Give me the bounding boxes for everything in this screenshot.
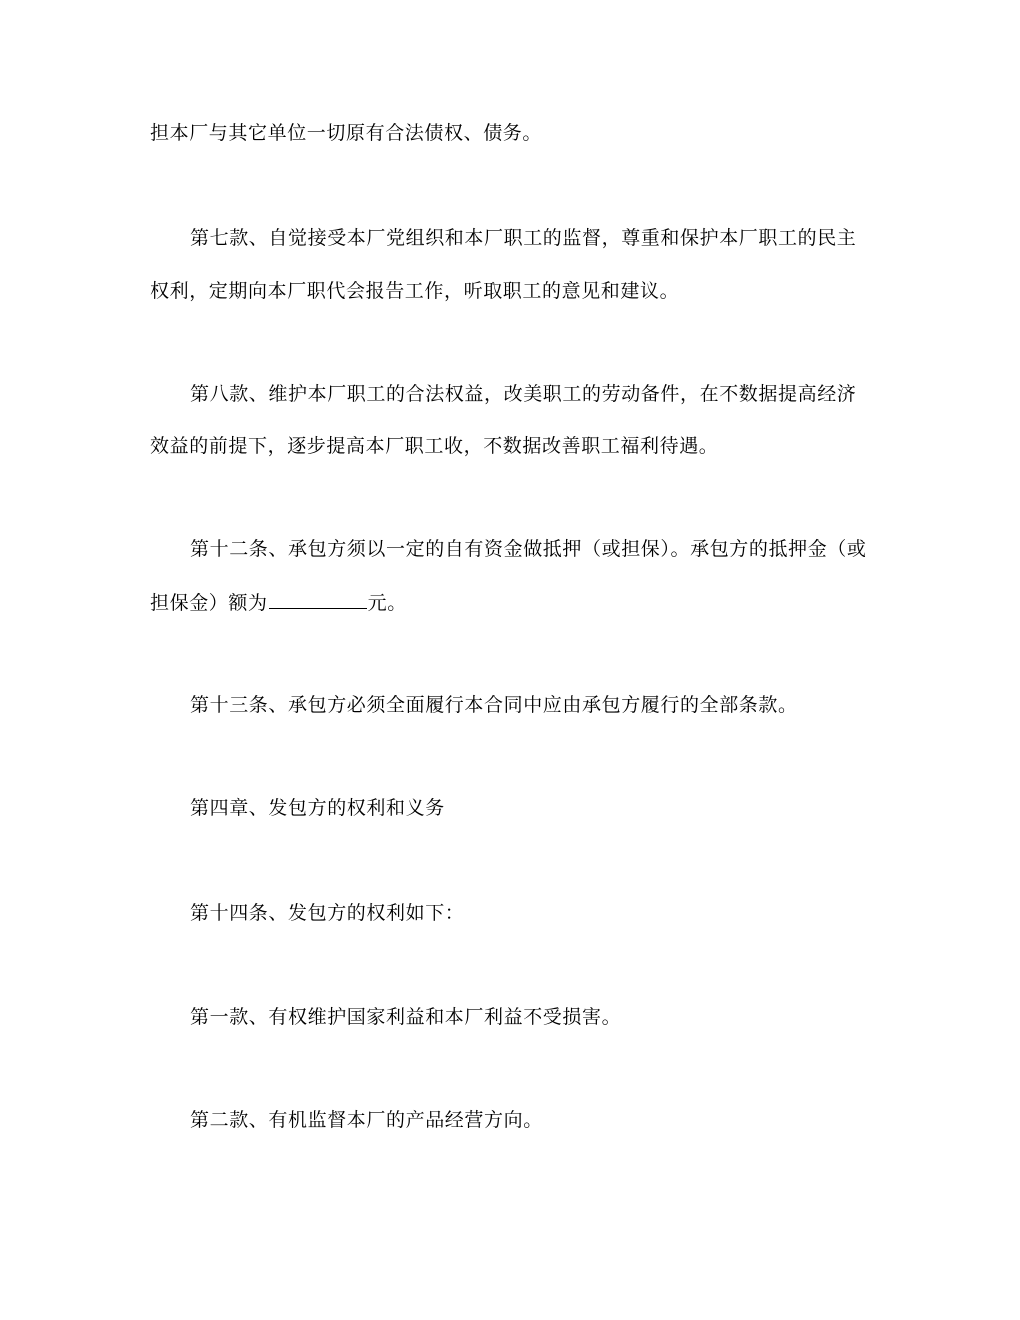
article-12-line-1: 第十二条、承包方须以一定的自有资金做抵押（或担保）。承包方的抵押金（或 [190,538,867,560]
article-12-line-2-suffix: 元。 [367,592,407,614]
amount-blank-field [269,590,367,609]
article-13-line: 第十三条、承包方必须全面履行本合同中应由承包方履行的全部条款。 [190,694,798,716]
chapter-4-heading: 第四章、发包方的权利和义务 [190,797,445,819]
clause-8-line-1: 第八款、维护本厂职工的合法权益，改美职工的劳动备件，在不数据提高经济 [190,383,857,405]
clause-2-line: 第二款、有机监督本厂的产品经营方向。 [190,1109,543,1131]
article-14-line: 第十四条、发包方的权利如下： [190,902,465,924]
article-12-line-2-text: 担保金）额为 [150,592,268,614]
clause-7-line-1: 第七款、自觉接受本厂党组织和本厂职工的监督，尊重和保护本厂职工的民主 [190,227,857,249]
paragraph-continuation-line: 担本厂与其它单位一切原有合法债权、债务。 [150,122,543,144]
article-12-line-2 [150,590,870,615]
clause-8-line-2: 效益的前提下，逐步提高本厂职工收，不数据改善职工福利待遇。 [150,435,719,457]
clause-7-line-2: 权利，定期向本厂职代会报告工作，听取职工的意见和建议。 [150,280,680,302]
clause-1-line: 第一款、有权维护国家利益和本厂利益不受损害。 [190,1006,622,1028]
